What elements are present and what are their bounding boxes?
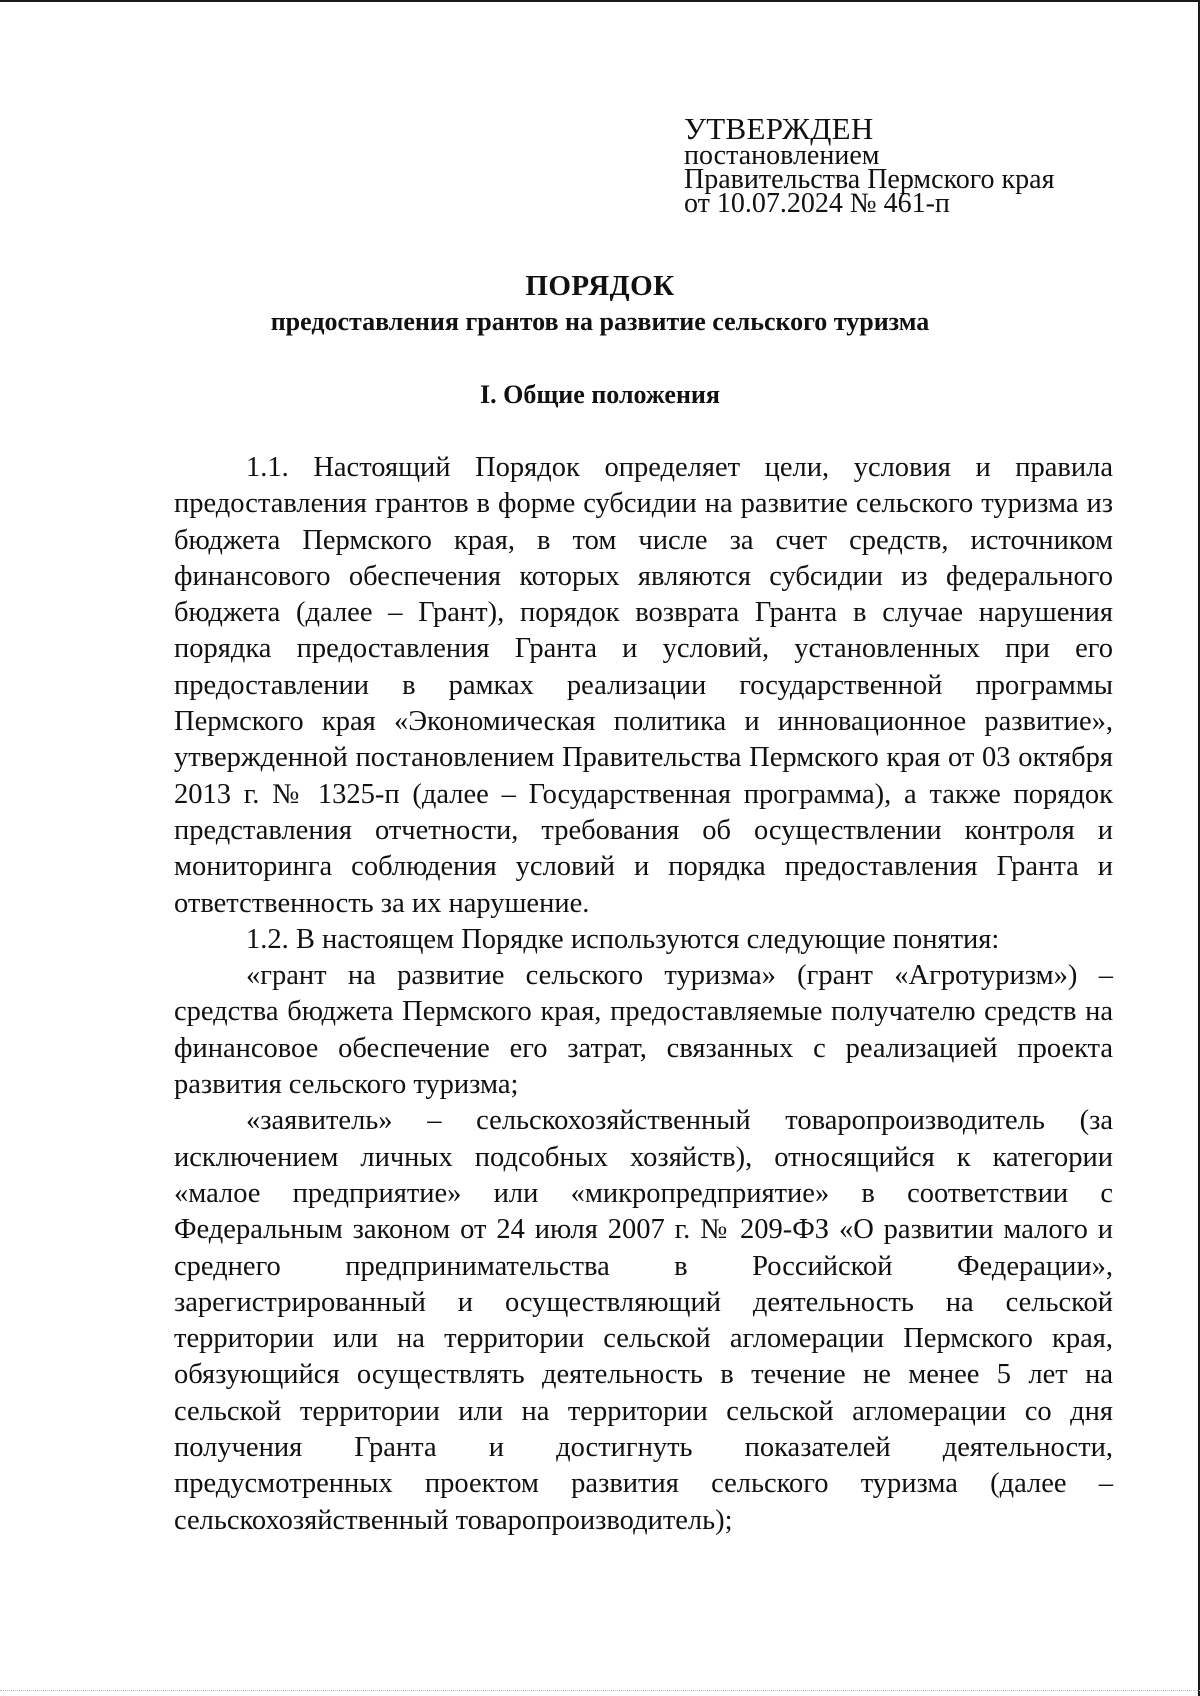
definition-applicant: «заявитель» – сельскохозяйственный товаропроизводитель (за исключением личных подсобных хозяйств), относящийся к категории «малое предприятие» или «микропредприятие» в соответствии с Федеральным законом от 24 июля 2007 г. № 209-ФЗ «О развитии малого и среднего предпринимательства в Российской Федерации», зарегистрированный и осуществляющий деятельность на сельской территории или на территории сельской агломерации Пермского края, обязующийся осуществлять деятельность в течение не менее 5 лет на сельской территории или на территории сельской агломерации со дня получения Гранта и достигнуть показателей деятельности, предусмотренных проектом развития сельского туризма (далее – сельскохозяйственный товаропроизводитель); [174,1105,1113,1536]
approval-line-2: Правительства Пермского края [684,164,1055,195]
definition-grant: «грант на развитие сельского туризма» (грант «Агротуризм») – средства бюджета Пермского края, предоставляемые получателю средств на финансовое обеспечение его затрат, связанных с реализацией проекта развития сельского туризма; [174,960,1113,1101]
document-subtitle: предоставления грантов на развитие сельского туризма [270,307,930,336]
paragraph-1-2: 1.2. В настоящем Порядке используются следующие понятия: [246,923,1000,955]
scan-border-top [0,0,1200,2]
approval-line-3: от 10.07.2024 № 461-п [684,188,950,219]
paragraph-1-1: 1.1. Настоящий Порядок определяет цели, условия и правила предоставления грантов в форме субсидии на развитие сельского туризма из бюджета Пермского края, в том числе за счет средств, источником финансового обеспечения которых являются субсидии из федерального бюджета (далее – Грант), порядок возврата Гранта в случае нарушения порядка предоставления Гранта и условий, установленных при его предоставлении в рамках реализации государственной программы Пермского края «Экономическая политика и инновационное развитие», утвержденной постановлением Правительства Пермского края от 03 октября 2013 г. № 1325-п (далее – Государственная программа), а также порядок представления отчетности, требования об осуществлении контроля и мониторинга соблюдения условий и порядка предоставления Гранта и ответственность за их нарушение. [174,452,1113,919]
document-title: ПОРЯДОК [525,270,675,302]
approval-stamp-block [684,111,1104,219]
approval-line-1: постановлением [684,140,880,171]
section-heading: I. Общие положения [480,380,720,409]
scan-bottom-edge [0,1690,1200,1692]
approval-heading: УТВЕРЖДЕН [684,111,874,146]
document-body [174,450,1113,1539]
